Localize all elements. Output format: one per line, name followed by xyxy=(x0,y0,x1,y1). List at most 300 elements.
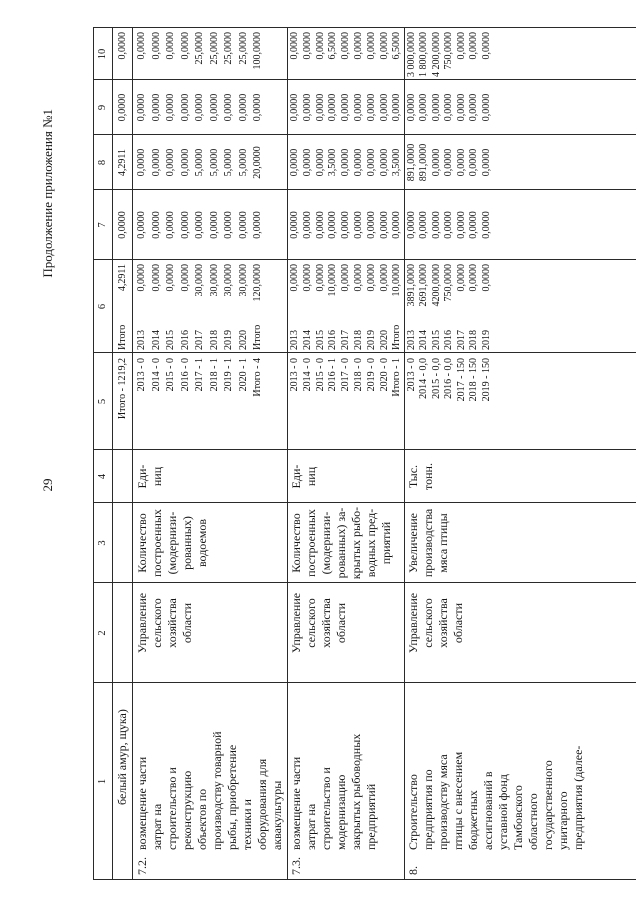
cell-line: сельского xyxy=(420,598,435,648)
cell-line: 0,0000 xyxy=(468,264,479,292)
cell-line: 2016 xyxy=(179,330,191,350)
cell-line: 0,0000 xyxy=(314,148,326,177)
cell-col4 xyxy=(406,450,436,503)
cell-line: 20,0000 xyxy=(252,146,263,179)
column-number: 8 xyxy=(97,159,108,166)
cell-line: Еди- xyxy=(289,464,303,489)
cell-line: 100,0000 xyxy=(252,32,263,70)
cell-line: 2015 xyxy=(314,330,326,350)
cell-line: 0,0000 xyxy=(468,211,479,239)
cell-line: 0,0000 xyxy=(405,93,417,122)
cell-line: 0,0000 xyxy=(365,264,377,292)
table-rule xyxy=(93,352,636,353)
cell-line: предприятия (далее- xyxy=(570,745,585,850)
cell-col7 xyxy=(406,190,494,260)
cell-line: 2019 xyxy=(365,330,377,350)
cell-line: 25,0000 xyxy=(237,32,249,65)
table-rule xyxy=(93,682,636,683)
cell-col8 xyxy=(289,135,404,190)
cell-line: 0,0000 xyxy=(480,32,492,60)
cell-col6 xyxy=(135,264,266,315)
cell-line: 0,0000 xyxy=(301,264,313,292)
cell-line: 0,0000 xyxy=(301,211,313,239)
cell-line: 2017 xyxy=(455,330,467,350)
cell-line: 0,0000 xyxy=(136,32,147,60)
cell-line: 0,0000 xyxy=(165,32,176,60)
cell-line: хозяйства xyxy=(165,598,179,648)
row-number: 7.3. xyxy=(289,857,303,875)
cell-line: 4,2911 xyxy=(116,148,128,177)
cell-line: 0,0000 xyxy=(179,264,191,292)
cell-col6 xyxy=(406,264,494,315)
cell-line: птицы с внесением xyxy=(450,751,465,850)
cell-line: 3,5000 xyxy=(391,148,403,177)
cell-col1 xyxy=(135,685,285,850)
cell-line: хозяйства xyxy=(435,598,450,648)
cell-col6 xyxy=(289,264,404,315)
cell-line: 2018 xyxy=(352,330,364,350)
cell-line: 30,0000 xyxy=(208,264,220,297)
cell-line: Управление xyxy=(405,592,420,654)
cell-line: 2018 - 150 xyxy=(468,358,479,402)
cell-line: 5,0000 xyxy=(208,148,220,177)
cell-line: 0,0000 xyxy=(314,264,326,292)
cell-line: 0,0000 xyxy=(237,211,249,239)
cell-line: 2018 - 0 xyxy=(352,358,364,392)
cell-line: 6,5000 xyxy=(391,32,403,60)
cell-col2 xyxy=(289,583,349,663)
cell-line: 0,0000 xyxy=(391,93,403,122)
cell-col3 xyxy=(406,503,451,583)
cell-line: 0,0000 xyxy=(391,211,403,239)
cell-line: 0,0000 xyxy=(340,211,352,239)
cell-line: 0,0000 xyxy=(455,93,467,122)
cell-line: 10,0000 xyxy=(391,264,403,297)
cell-line: построенных xyxy=(150,509,164,577)
cell-col5 xyxy=(406,358,494,450)
cell-line: 4 200,0000 xyxy=(430,32,442,77)
cell-line: 5,0000 xyxy=(223,148,234,177)
cell-line: 2020 - 0 xyxy=(378,358,390,392)
cell-col2 xyxy=(135,583,195,663)
cell-col6-year xyxy=(115,310,130,350)
cell-line: 2013 xyxy=(289,330,300,350)
cell-line: модернизацию xyxy=(334,774,348,850)
cell-line: 2017 - 0 xyxy=(340,358,352,392)
cell-line: 0,0000 xyxy=(455,148,467,177)
cell-line: 0,0000 xyxy=(468,93,479,122)
cell-line: 0,0000 xyxy=(165,148,176,177)
cell-col4 xyxy=(135,450,165,503)
table-rule xyxy=(93,879,636,880)
cell-line: 0,0000 xyxy=(430,93,442,122)
cell-line: Итого xyxy=(252,324,263,350)
cell-line: 30,0000 xyxy=(223,264,234,297)
cell-line: техники и xyxy=(240,799,254,850)
cell-line: 2019 xyxy=(223,330,234,350)
cell-line: 0,0000 xyxy=(136,148,147,177)
cell-line: 0,0000 xyxy=(352,264,364,292)
cell-line: 750,0000 xyxy=(443,264,454,302)
cell-line: затрат на xyxy=(150,803,164,850)
cell-line: 0,0000 xyxy=(352,93,364,122)
cell-line: 0,0000 xyxy=(455,264,467,292)
cell-line: Еди- xyxy=(135,464,149,489)
cell-line: 2016 - 0 xyxy=(179,358,191,392)
cell-line: (модернизи- xyxy=(165,511,179,575)
cell-line: 2020 - 1 xyxy=(237,358,249,392)
cell-line: 2019 - 1 xyxy=(223,358,234,392)
cell-line: 0,0000 xyxy=(378,93,390,122)
cell-line: хозяйства xyxy=(319,598,333,648)
cell-line: 0,0000 xyxy=(150,148,162,177)
cell-col1 xyxy=(289,685,379,850)
cell-line: 0,0000 xyxy=(136,93,147,122)
cell-line: 2017 - 150 xyxy=(455,358,467,402)
table-rule xyxy=(93,27,636,28)
cell-line: 0,0000 xyxy=(314,211,326,239)
cell-line: ассигнований в xyxy=(480,771,495,850)
cell-line: 2014 - 0 xyxy=(150,358,162,392)
cell-line: 0,0000 xyxy=(150,93,162,122)
cell-line: унитарного xyxy=(555,791,570,850)
cell-line: 2018 - 1 xyxy=(208,358,220,392)
cell-line: ниц xyxy=(304,466,318,487)
cell-line: сельского xyxy=(304,598,318,648)
cell-line: 0,0000 xyxy=(301,148,313,177)
cell-col10 xyxy=(135,32,266,80)
cell-col5 xyxy=(289,358,404,450)
cell-line: 0,0000 xyxy=(365,148,377,177)
cell-line: затрат на xyxy=(304,803,318,850)
cell-line: 0,0000 xyxy=(150,32,162,60)
cell-line: аквакультуры xyxy=(270,780,284,850)
cell-col1 xyxy=(115,685,130,805)
cell-line: 0,0000 xyxy=(194,211,205,239)
table-rule xyxy=(132,27,133,880)
cell-line: 0,0000 xyxy=(378,32,390,60)
cell-line: 2015 - 0,0 xyxy=(430,358,442,399)
cell-line: 0,0000 xyxy=(252,211,263,239)
cell-line: 0,0000 xyxy=(480,264,492,292)
cell-line: рованных) xyxy=(180,516,194,570)
page-number: 29 xyxy=(40,478,55,492)
table-rule xyxy=(112,27,113,880)
cell-line: 2014 xyxy=(150,330,162,350)
cell-line: 0,0000 xyxy=(165,264,176,292)
cell-line: 0,0000 xyxy=(443,211,454,239)
cell-line: 2015 - 0 xyxy=(314,358,326,392)
cell-col8 xyxy=(135,135,266,190)
cell-line: 2691,0000 xyxy=(418,264,429,307)
cell-line: ниц xyxy=(150,466,164,487)
cell-line: 25,0000 xyxy=(194,32,205,65)
cell-line: оборудования для xyxy=(255,758,269,850)
cell-line: 0,0000 xyxy=(352,211,364,239)
cell-col5 xyxy=(115,358,130,450)
cell-line: 0,0000 xyxy=(301,93,313,122)
cell-line: возмещение части xyxy=(289,756,303,850)
cell-line: 30,0000 xyxy=(237,264,249,297)
cell-line: 2014 - 0 xyxy=(301,358,313,392)
cell-line: строительство и xyxy=(165,767,179,850)
cell-line: Итого xyxy=(391,324,403,350)
cell-line: производству мяса xyxy=(435,754,450,850)
cell-line: Тыс. xyxy=(405,464,420,489)
cell-col10 xyxy=(406,32,494,80)
cell-line: 2018 xyxy=(468,330,479,350)
cell-line: строительство и xyxy=(319,767,333,850)
cell-line: 2013 - 0 xyxy=(289,358,300,392)
cell-line: 2020 xyxy=(237,330,249,350)
cell-col6-year xyxy=(406,310,494,350)
column-number: 7 xyxy=(97,222,108,228)
cell-col8 xyxy=(406,135,494,190)
cell-line: 2015 xyxy=(165,330,176,350)
cell-line: 2016 xyxy=(327,330,339,350)
cell-line: 0,0000 xyxy=(468,148,479,177)
cell-col5 xyxy=(135,358,266,450)
cell-line: 0,0000 xyxy=(208,93,220,122)
cell-line: 2013 xyxy=(136,330,147,350)
cell-col9 xyxy=(135,80,266,135)
cell-line: 0,0000 xyxy=(418,211,429,239)
cell-line: крытых рыбо- xyxy=(349,506,363,580)
cell-col8 xyxy=(115,135,130,190)
cell-line: 0,0000 xyxy=(378,211,390,239)
column-number: 3 xyxy=(97,540,108,546)
cell-line: области xyxy=(450,602,465,644)
cell-col7 xyxy=(289,190,404,260)
cell-line: предприятий xyxy=(364,783,378,850)
cell-line: 891,0000 xyxy=(405,143,417,182)
cell-line: 0,0000 xyxy=(340,148,352,177)
column-number: 2 xyxy=(97,630,108,636)
row-number-cell xyxy=(289,851,304,875)
cell-col9 xyxy=(115,80,130,135)
row-number: 7.2. xyxy=(135,857,149,875)
cell-line: объектов по xyxy=(195,788,209,850)
cell-col6 xyxy=(115,264,130,315)
cell-line: 3891,0000 xyxy=(405,264,417,307)
cell-line: 0,0000 xyxy=(365,32,377,60)
cell-line: Итого - 1 xyxy=(391,358,403,397)
continuation-note: Продолжение приложения №1 xyxy=(40,109,55,278)
cell-col6-year xyxy=(289,310,404,350)
cell-line: 0,0000 xyxy=(418,93,429,122)
cell-line: 0,0000 xyxy=(327,93,339,122)
cell-line: тонн. xyxy=(420,463,435,490)
cell-line: 2019 - 150 xyxy=(480,358,492,402)
cell-line: производству товарной xyxy=(210,731,224,850)
cell-line: сельского xyxy=(150,598,164,648)
cell-line: 2014 xyxy=(301,330,313,350)
cell-line: 0,0000 xyxy=(378,264,390,292)
cell-line: 4200,0000 xyxy=(430,264,442,307)
cell-line: 0,0000 xyxy=(116,93,128,122)
row-number-cell xyxy=(406,851,421,875)
cell-line: Управление xyxy=(135,592,149,654)
cell-col3 xyxy=(135,503,210,583)
cell-line: 2013 - 0 xyxy=(405,358,417,392)
cell-line: 2014 xyxy=(418,330,429,350)
cell-line: 3 000,0000 xyxy=(405,32,417,77)
cell-line: 0,0000 xyxy=(327,211,339,239)
cell-line: водоемов xyxy=(195,518,209,568)
column-number: 4 xyxy=(97,473,108,480)
cell-line: закрытых рыбоводных xyxy=(349,733,363,850)
cell-col1 xyxy=(406,685,586,850)
cell-line: 10,0000 xyxy=(327,264,339,297)
cell-line: 2019 xyxy=(480,330,492,350)
cell-line: 750,0000 xyxy=(443,32,454,70)
cell-line: 0,0000 xyxy=(289,264,300,292)
column-number: 10 xyxy=(97,48,108,60)
cell-line: 0,0000 xyxy=(116,32,128,60)
cell-line: 2020 xyxy=(378,330,390,350)
row-number-cell xyxy=(135,851,150,875)
cell-line: 0,0000 xyxy=(480,148,492,177)
cell-line: области xyxy=(180,602,194,644)
cell-line: бюджетных xyxy=(465,790,480,850)
cell-line: 0,0000 xyxy=(365,93,377,122)
cell-line: Строительство xyxy=(405,774,420,850)
cell-line: 0,0000 xyxy=(443,93,454,122)
cell-line: 0,0000 xyxy=(150,264,162,292)
cell-line: 4,2911 xyxy=(116,264,128,292)
cell-line: Итого - 4 xyxy=(252,358,263,397)
cell-line: 0,0000 xyxy=(378,148,390,177)
cell-line: Тамбовского xyxy=(510,785,525,850)
cell-line: 0,0000 xyxy=(405,211,417,239)
cell-line: водных пред- xyxy=(364,508,378,578)
cell-line: 0,0000 xyxy=(237,93,249,122)
cell-line: 0,0000 xyxy=(179,93,191,122)
cell-line: 0,0000 xyxy=(194,93,205,122)
cell-col9 xyxy=(289,80,404,135)
cell-line: 2013 xyxy=(405,330,417,350)
cell-line: построенных xyxy=(304,509,318,577)
cell-col3 xyxy=(289,503,394,583)
cell-line: 0,0000 xyxy=(208,211,220,239)
cell-line: 0,0000 xyxy=(179,211,191,239)
cell-line: 0,0000 xyxy=(165,93,176,122)
cell-line: 1 800,0000 xyxy=(418,32,429,77)
cell-line: 6,5000 xyxy=(327,32,339,60)
row-number: 8. xyxy=(405,866,420,875)
cell-line: 5,0000 xyxy=(194,148,205,177)
cell-line: Итого - 1219,2 xyxy=(116,358,128,420)
cell-line: 2014 - 0,0 xyxy=(418,358,429,399)
cell-line: 25,0000 xyxy=(223,32,234,65)
cell-line: 0,0000 xyxy=(468,32,479,60)
cell-line: 2017 - 1 xyxy=(194,358,205,392)
cell-line: 0,0000 xyxy=(480,93,492,122)
cell-line: 2015 xyxy=(430,330,442,350)
cell-line: 0,0000 xyxy=(314,93,326,122)
cell-line: 891,0000 xyxy=(418,143,429,182)
cell-line: 2016 - 1 xyxy=(327,358,339,392)
cell-line: 0,0000 xyxy=(116,211,128,239)
cell-line: 0,0000 xyxy=(289,211,300,239)
cell-line: 0,0000 xyxy=(365,211,377,239)
cell-line: 0,0000 xyxy=(136,211,147,239)
cell-col10 xyxy=(115,32,130,80)
cell-line: Количество xyxy=(135,513,149,573)
cell-line: области xyxy=(334,602,348,644)
cell-line: 0,0000 xyxy=(150,211,162,239)
cell-line: 0,0000 xyxy=(430,211,442,239)
cell-line: государственного xyxy=(540,760,555,850)
cell-line: 0,0000 xyxy=(165,211,176,239)
cell-line: производства xyxy=(420,508,435,578)
cell-line: 0,0000 xyxy=(340,93,352,122)
cell-line: Увеличение xyxy=(405,513,420,574)
cell-col4 xyxy=(289,450,319,503)
cell-line: предприятия по xyxy=(420,769,435,850)
cell-line: 30,0000 xyxy=(194,264,205,297)
column-number: 6 xyxy=(97,303,108,310)
cell-line: 2013 - 0 xyxy=(136,358,147,392)
cell-line: 0,0000 xyxy=(352,148,364,177)
cell-line: 3,5000 xyxy=(327,148,339,177)
cell-col10 xyxy=(289,32,404,80)
cell-line: 0,0000 xyxy=(179,32,191,60)
cell-col2 xyxy=(406,583,466,663)
cell-line: 0,0000 xyxy=(136,264,147,292)
cell-line: 5,0000 xyxy=(237,148,249,177)
cell-line: 0,0000 xyxy=(480,211,492,239)
cell-line: 0,0000 xyxy=(223,93,234,122)
column-number: 1 xyxy=(97,778,108,785)
cell-line: 2018 xyxy=(208,330,220,350)
cell-line: 0,0000 xyxy=(340,32,352,60)
cell-line: 0,0000 xyxy=(223,211,234,239)
cell-line: 2019 - 0 xyxy=(365,358,377,392)
cell-line: приятий xyxy=(379,521,393,565)
cell-line: 2017 xyxy=(340,330,352,350)
cell-line: Количество xyxy=(289,513,303,573)
cell-line: 2015 - 0 xyxy=(165,358,176,392)
cell-line: 0,0000 xyxy=(289,148,300,177)
cell-line: рованных) за- xyxy=(334,507,348,579)
cell-col6-year xyxy=(135,310,266,350)
cell-line: 25,0000 xyxy=(208,32,220,65)
cell-line: 0,0000 xyxy=(430,148,442,177)
cell-line: 0,0000 xyxy=(289,32,300,60)
cell-line: Управление xyxy=(289,592,303,654)
cell-line: уставной фонд xyxy=(495,774,510,850)
cell-col7 xyxy=(135,190,266,260)
cell-line: 0,0000 xyxy=(455,211,467,239)
cell-line: 2016 xyxy=(443,330,454,350)
cell-line: 0,0000 xyxy=(455,32,467,60)
cell-line: 2016 - 0,0 xyxy=(443,358,454,399)
cell-col7 xyxy=(115,190,130,260)
cell-line: белый амур, щука) xyxy=(114,709,129,805)
cell-line: реконструкцию xyxy=(180,770,194,850)
cell-line: 0,0000 xyxy=(301,32,313,60)
cell-line: Итого xyxy=(116,324,128,350)
cell-line: рыбы, приобретение xyxy=(225,744,239,850)
cell-line: 0,0000 xyxy=(314,32,326,60)
column-number: 9 xyxy=(97,104,108,111)
cell-line: 120,0000 xyxy=(252,264,263,302)
cell-line: 0,0000 xyxy=(340,264,352,292)
cell-line: мяса птицы xyxy=(435,513,450,573)
cell-col9 xyxy=(406,80,494,135)
cell-line: 0,0000 xyxy=(352,32,364,60)
